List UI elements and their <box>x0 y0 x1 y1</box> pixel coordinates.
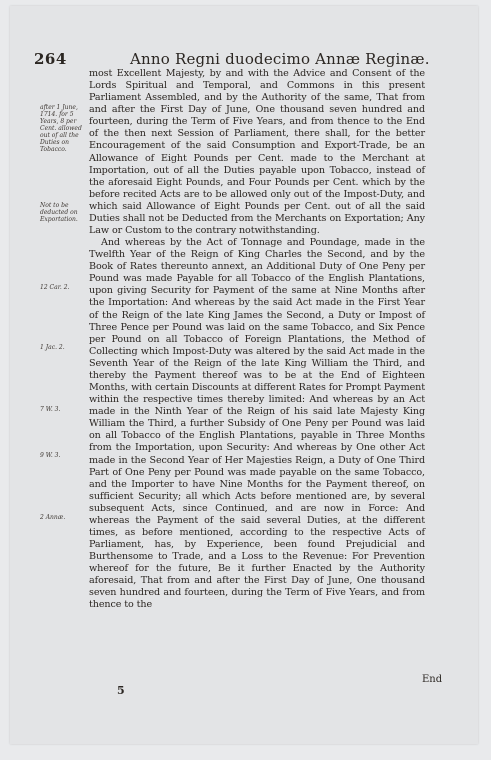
page-header <box>34 50 474 70</box>
margin-note: 12 Car. 2. <box>40 284 70 291</box>
catchword: End <box>422 674 443 685</box>
margin-note: 2 Annæ. <box>40 514 66 521</box>
margin-note: 7 W. 3. <box>40 406 61 413</box>
paragraph: most Excellent Majesty, by and with the Advice and Consent of the Lords Spiritual and Temporal, and Commons in this present Parliament Assembled, and by the Authority of the same, That from and after the First Day of June, One thousand seven hundred and fourteen, during the Term of Five Years, and from thence to the End of the then next Session of Parliament, there shall, for the better Encouragement of the said Consumption and Export-Trade, be an Allowance of Eight Pounds per Cent. made to the Merchant at Importation, out of all the Duties payable upon Tobacco, instead of the aforesaid Eight Pounds, and Four Pounds per Cent. which by the before recited Acts are to be allowed only out of the Impost-Duty, and which said Allowance of Eight Pounds per Cent. out of all the said Duties shall not be Deducted from the Merchants on Exportation; Any Law or Custom to the contrary notwithstanding. <box>89 68 425 237</box>
paragraph: And whereas by the Act of Tonnage and Poundage, made in the Twelfth Year of the Reign of King Charles the Second, and by the Book of Rates thereunto annext, an Additional Duty of One Peny per Pound was made Payable for all Tobacco of the English Plantations, upon giving Security for Payment of the same at Nine Months after the Importation: And whereas by the said Act made in the First Year of the Reign of the late King James the Second, a Duty or Impost of Three Pence per Pound was laid on the same Tobacco, and Six Pence per Pound on all Tobacco of Foreign Plantations, the Method of Collecting which Impost-Duty was altered by the said Act made in the Seventh Year of the Reign of the late King William the Third, and thereby the Payment thereof was to be at the End of Eighteen Months, with certain Discounts at different Rates for Prompt Payment within the respective times thereby limited: And whereas by an Act made in the Ninth Year of the Reign of his said late Majesty King William the Third, a further Subsidy of One Peny per Pound was laid on all Tobacco of the English Plantations, payable in Three Months from the Importation, upon Security: And whereas by One other Act made in the Second Year of Her Majesties Reign, a Duty of One Third Part of One Peny per Pound was made payable on the same Tobacco, and the Importer to have Nine Months for the Payment thereof, on sufficient Security; all which Acts before mentioned are, by several subsequent Acts, since Continued, and are now in Force: And whereas the Payment of the said several Duties, at the different times, as before mentioned, according to the respective Acts of Parliament, has, by Experience, been found Prejudicial and Burthensome to Trade, and a Loss to the Revenue: For Prevention whereof for the future, Be it further Enacted by the Authority aforesaid, That from and after the First Day of June, One thousand seven hundred and fourteen, during the Term of Five Years, and from thence to the <box>89 237 425 611</box>
margin-note: 9 W. 3. <box>40 452 61 459</box>
book-page <box>10 6 478 744</box>
page-number: 264 <box>34 50 67 68</box>
signature-mark: 5 <box>117 684 125 697</box>
body-text <box>89 68 425 612</box>
margin-note: Not to be deducted on Exportation. <box>40 202 78 223</box>
margin-note: 1 Jac. 2. <box>40 344 65 351</box>
running-title: Anno Regni duodecimo Annæ Reginæ. <box>130 50 430 68</box>
margin-note: after 1 June, 1714. for 5 Years, 8 per Cent. allowed out of all the Duties on Tobacco. <box>40 104 82 153</box>
